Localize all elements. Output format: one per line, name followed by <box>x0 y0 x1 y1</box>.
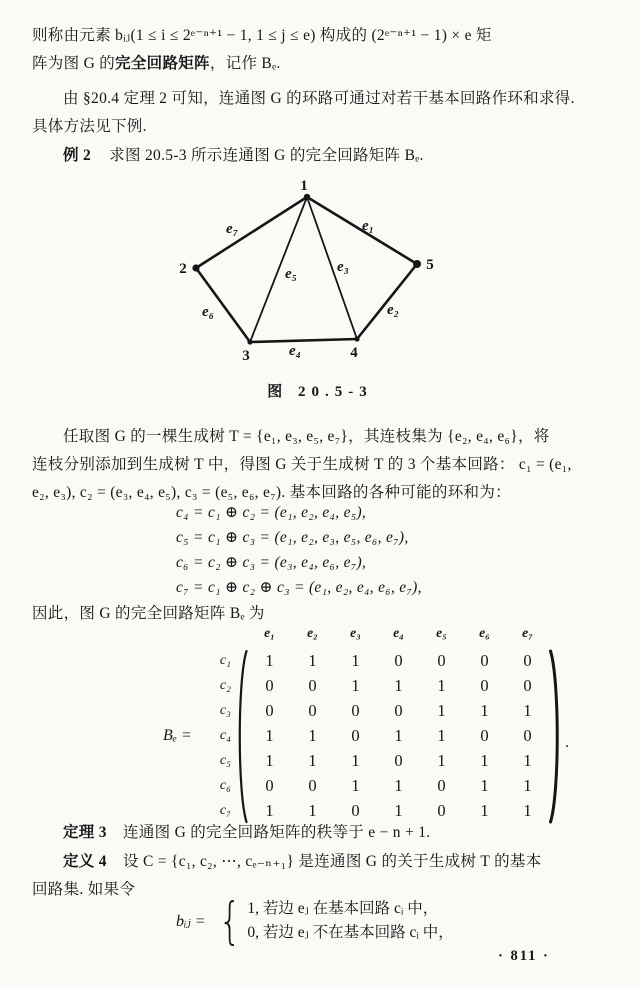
edge-label: e₆ <box>202 304 214 320</box>
case-lines <box>247 897 453 945</box>
matrix-cell: 0 <box>351 801 360 820</box>
term-complete-circuit-matrix: 完全回路矩阵 <box>115 55 210 72</box>
matrix-cell: 0 <box>351 726 360 745</box>
matrix-cell: 0 <box>523 726 532 745</box>
graph-vertex <box>413 260 421 268</box>
matrix-row <box>248 673 549 698</box>
matrix-cell: 1 <box>480 701 489 720</box>
matrix-row-label: c₆ <box>219 778 231 793</box>
matrix-cell: 1 <box>265 801 274 820</box>
vertex-label: 4 <box>350 345 358 361</box>
matrix-grid <box>248 648 549 825</box>
matrix-cell: 1 <box>480 776 489 795</box>
matrix-cell: 0 <box>265 701 274 720</box>
bij-lhs: bᵢⱼ = <box>176 913 206 930</box>
matrix-cell: 0 <box>523 651 532 670</box>
equation-c6: c₆ = c₂ ⊕ c₃ = (e₃, e₄, e₆, e₇), <box>176 554 367 571</box>
edge-label: e₁ <box>362 218 374 234</box>
matrix-cell: 0 <box>437 776 446 795</box>
definition-4-label: 定义 4 <box>63 853 107 870</box>
matrix-cell: 0 <box>394 751 403 770</box>
matrix-row <box>248 748 549 773</box>
equation-c4: c₄ = c₁ ⊕ c₂ = (e₁, e₂, e₄, e₅), <box>176 504 367 521</box>
matrix-cell: 0 <box>351 701 360 720</box>
matrix-cell: 1 <box>308 651 317 670</box>
matrix-cell: 0 <box>480 651 489 670</box>
matrix-cell: 0 <box>437 651 446 670</box>
matrix-row-label: c₄ <box>219 728 231 743</box>
example-2-heading <box>32 142 424 170</box>
conclusion-line: 因此，图 G 的完全回路矩阵 Bₑ 为 <box>32 605 265 622</box>
matrix-row-label: c₅ <box>219 753 231 768</box>
theorem-3-label: 定理 3 <box>63 824 107 841</box>
matrix-left-paren <box>236 648 248 825</box>
matrix-row <box>248 773 549 798</box>
graph-vertex <box>304 194 310 200</box>
matrix-cell: 1 <box>351 651 360 670</box>
case-line-2: 0, 若边 eⱼ 不在基本回路 cᵢ 中， <box>247 924 454 941</box>
matrix-cell: 0 <box>394 651 403 670</box>
matrix-cell: 0 <box>523 676 532 695</box>
matrix-period: . <box>565 734 569 751</box>
vertex-label: 1 <box>300 178 308 194</box>
definition-4-line-1 <box>32 848 542 876</box>
graph-edge <box>196 197 307 268</box>
matrix-col-header: e₇ <box>522 625 533 640</box>
example-2-label: 例 2 <box>63 147 92 164</box>
edge-label: e₅ <box>285 266 297 282</box>
matrix-core <box>236 622 561 825</box>
matrix-cell: 0 <box>308 676 317 695</box>
matrix-cell: 1 <box>523 701 532 720</box>
matrix-row-label: c₂ <box>219 678 231 693</box>
intro-line-2 <box>32 50 610 78</box>
matrix-col-header: e₃ <box>350 625 361 640</box>
matrix-col-header: e₄ <box>393 625 404 640</box>
complete-circuit-matrix <box>163 622 569 825</box>
vertex-label: 2 <box>179 261 187 277</box>
matrix-cell: 1 <box>523 801 532 820</box>
graph-vertex <box>247 339 252 344</box>
equation-c5: c₅ = c₁ ⊕ c₃ = (e₁, e₂, e₃, e₅, e₆, e₇), <box>176 529 409 546</box>
equation-c7: c₇ = c₁ ⊕ c₂ ⊕ c₃ = (e₁, e₂, e₄, e₆, e₇), <box>176 579 422 596</box>
definition-4-text: 设 C = {c₁, c₂, ⋯, cₑ₋ₙ₊₁} 是连通图 G 的关于生成树 T 的基本 <box>123 853 542 870</box>
graph-edge <box>250 197 307 342</box>
matrix-row-label: c₁ <box>219 653 231 668</box>
matrix-cell: 1 <box>308 726 317 745</box>
edge-label: e₂ <box>387 302 399 318</box>
example-2-text: 求图 20.5-3 所示连通图 G 的完全回路矩阵 Bₑ. <box>109 147 424 164</box>
matrix-equation-label: Bₑ = <box>163 727 192 744</box>
intro-line2-post: ，记作 Bₑ. <box>209 55 281 72</box>
matrix-cell: 1 <box>394 801 403 820</box>
spanning-tree-paragraph <box>32 423 572 507</box>
graph-vertex <box>354 336 359 341</box>
matrix-cell: 0 <box>308 701 317 720</box>
matrix-cell: 1 <box>308 751 317 770</box>
intro-line-1: 则称由元素 bᵢⱼ(1 ≤ i ≤ 2ᵉ⁻ⁿ⁺¹ − 1, 1 ≤ j ≤ e) 构成的 (2ᵉ⁻ⁿ⁺¹ − 1) × e 矩 <box>32 27 492 44</box>
left-brace: { <box>218 892 241 950</box>
spanning-line-3: e₂, e₃), c₂ = (e₃, e₄, e₅), c₃ = (e₅, e₆, e₇). 基本回路的各种可能的环和为： <box>32 484 511 501</box>
theorem-3 <box>32 819 430 847</box>
page-number: · 811 · <box>498 948 550 964</box>
figure-caption: 图 20.5-3 <box>267 384 373 400</box>
intro-line2-pre: 阵为图 G 的 <box>32 55 116 72</box>
matrix-cell: 1 <box>265 651 274 670</box>
method-line-1: 由 §20.4 定理 2 可知，连通图 G 的环路可通过对若干基本回路作环和求得. <box>63 90 575 107</box>
matrix-col-header: e₅ <box>436 625 447 640</box>
graph-edge <box>307 197 357 339</box>
matrix-cell: 1 <box>394 726 403 745</box>
matrix-cell: 0 <box>394 701 403 720</box>
matrix-row <box>248 723 549 748</box>
matrix-cell: 1 <box>523 776 532 795</box>
matrix-cell: 1 <box>437 676 446 695</box>
matrix-cell: 0 <box>308 776 317 795</box>
matrix-cell: 0 <box>265 776 274 795</box>
matrix-col-header: e₂ <box>307 625 318 640</box>
matrix-cell: 0 <box>480 676 489 695</box>
matrix-cell: 1 <box>351 676 360 695</box>
matrix-row-label: c₇ <box>219 803 231 818</box>
matrix-row-label: c₃ <box>219 703 231 718</box>
ring-sum-equations <box>176 500 422 600</box>
matrix-row <box>248 648 549 673</box>
matrix-cell: 1 <box>437 751 446 770</box>
matrix-cell: 1 <box>437 726 446 745</box>
method-line-2: 具体方法见下例. <box>32 118 147 135</box>
matrix-col-header: e₁ <box>264 625 275 640</box>
matrix-cell: 1 <box>437 701 446 720</box>
matrix-cell: 1 <box>480 751 489 770</box>
matrix-row <box>248 698 549 723</box>
matrix-cell: 1 <box>265 751 274 770</box>
method-paragraph <box>32 85 575 141</box>
matrix-cell: 1 <box>351 776 360 795</box>
matrix-col-headers <box>248 622 561 648</box>
graph-edge <box>250 339 357 342</box>
matrix-col-header: e₆ <box>479 625 490 640</box>
matrix-cell: 1 <box>351 751 360 770</box>
matrix-cell: 1 <box>394 776 403 795</box>
graph-figure-svg <box>0 178 640 374</box>
matrix-cell: 1 <box>265 726 274 745</box>
definition-4-line-2: 回路集. 如果令 <box>32 881 136 898</box>
edge-label: e₃ <box>337 259 349 275</box>
vertex-label: 5 <box>426 257 434 273</box>
matrix-row-labels <box>205 648 236 823</box>
matrix-cell: 1 <box>308 801 317 820</box>
spanning-line-1: 任取图 G 的一棵生成树 T = {e₁, e₃, e₅, e₇}，其连枝集为 {e₂, e₄, e₆}，将 <box>63 428 550 445</box>
graph-vertex <box>192 264 199 271</box>
matrix-cell: 0 <box>265 676 274 695</box>
matrix-cell: 1 <box>480 801 489 820</box>
matrix-cell: 1 <box>394 676 403 695</box>
spanning-line-2: 连枝分别添加到生成树 T 中，得图 G 关于生成树 T 的 3 个基本回路： c₁ = (e₁, <box>32 456 572 473</box>
theorem-3-text: 连通图 G 的完全回路矩阵的秩等于 e − n + 1. <box>123 824 431 841</box>
vertex-label: 3 <box>242 348 250 364</box>
edge-label: e₄ <box>289 343 301 359</box>
matrix-cell: 0 <box>480 726 489 745</box>
bij-case-formula <box>176 892 454 950</box>
matrix-right-paren <box>549 648 561 825</box>
matrix-cell: 0 <box>437 801 446 820</box>
matrix-cell: 1 <box>523 751 532 770</box>
case-line-1: 1, 若边 eⱼ 在基本回路 cᵢ 中， <box>247 900 439 917</box>
intro-paragraph <box>32 22 610 78</box>
edge-label: e₇ <box>226 221 238 237</box>
